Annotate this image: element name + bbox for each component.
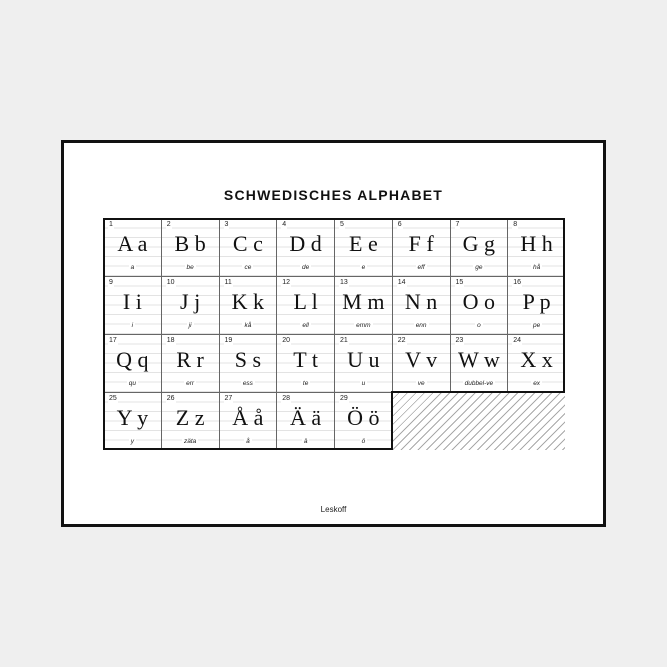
poster-title: SCHWEDISCHES ALPHABET <box>223 187 444 203</box>
letter-glyphs: F f <box>408 231 434 256</box>
letter-pronunciation: o <box>477 322 481 329</box>
letter-number: 2 <box>166 221 171 228</box>
letter-pronunciation: ex <box>533 380 541 387</box>
letter-pronunciation: ce <box>244 264 252 271</box>
letter-number: 4 <box>282 221 287 228</box>
letter-glyphs: K k <box>231 289 265 314</box>
letter-glyphs: E e <box>349 231 378 256</box>
letter-glyphs: Å å <box>232 405 264 430</box>
letter-number: 23 <box>455 337 464 344</box>
letter-glyphs: N n <box>404 289 438 314</box>
letter-pronunciation: eff <box>417 264 425 271</box>
letter-number: 26 <box>166 395 175 402</box>
letter-glyphs: X x <box>520 347 553 372</box>
letter-pronunciation: de <box>302 264 310 271</box>
letter-number: 12 <box>282 279 291 286</box>
letter-number: 3 <box>224 221 229 228</box>
letter-glyphs: Ö ö <box>347 405 380 430</box>
letter-pronunciation: enn <box>415 322 427 329</box>
letter-pronunciation: ve <box>417 380 425 387</box>
letter-glyphs: W w <box>457 347 500 372</box>
letter-number: 17 <box>109 337 117 344</box>
letter-glyphs: O o <box>462 289 496 314</box>
letter-pronunciation: ge <box>475 264 483 271</box>
letter-pronunciation: pe <box>533 322 541 329</box>
letter-number: 25 <box>109 395 117 402</box>
letter-glyphs: R r <box>176 347 204 372</box>
letter-glyphs: L l <box>293 289 318 314</box>
letter-pronunciation: be <box>186 264 194 271</box>
letter-number: 21 <box>340 337 348 344</box>
letter-glyphs: I i <box>122 289 142 314</box>
letter-number: 11 <box>224 279 232 286</box>
letter-number: 5 <box>340 221 344 228</box>
letter-pronunciation: ji <box>188 322 192 329</box>
letter-number: 7 <box>455 221 460 228</box>
letter-number: 1 <box>109 221 113 228</box>
letter-glyphs: B b <box>174 231 206 256</box>
letter-number: 13 <box>340 279 348 286</box>
letter-number: 20 <box>282 337 291 344</box>
letter-glyphs: J j <box>180 289 201 314</box>
letter-pronunciation: ä <box>303 438 308 445</box>
letter-pronunciation: ess <box>242 380 253 387</box>
letter-glyphs: Q q <box>116 347 149 372</box>
letter-pronunciation: kå <box>244 322 252 329</box>
letter-glyphs: Ä ä <box>290 405 322 430</box>
letter-pronunciation: err <box>186 380 195 387</box>
letter-pronunciation: ö <box>361 438 366 445</box>
letter-glyphs: G g <box>462 231 496 256</box>
letter-number: 28 <box>282 395 291 402</box>
letter-number: 18 <box>166 337 175 344</box>
letter-pronunciation: qu <box>128 380 136 387</box>
letter-glyphs: Y y <box>116 405 149 430</box>
letter-pronunciation: a <box>130 264 135 271</box>
letter-pronunciation: emm <box>356 322 371 329</box>
letter-glyphs: U u <box>347 347 380 372</box>
letter-glyphs: P p <box>522 289 551 314</box>
letter-glyphs: A a <box>117 231 148 256</box>
letter-glyphs: H h <box>520 231 553 256</box>
letter-pronunciation: e <box>361 264 366 271</box>
letter-number: 6 <box>397 221 402 228</box>
letter-pronunciation: ell <box>302 322 309 329</box>
letter-pronunciation: u <box>361 380 366 387</box>
letter-number: 22 <box>397 337 406 344</box>
letter-pronunciation: dubbel-ve <box>464 380 494 387</box>
letter-pronunciation: hå <box>533 264 541 271</box>
letter-glyphs: Z z <box>175 405 205 430</box>
grid-outline <box>103 218 565 450</box>
letter-pronunciation: i <box>131 322 134 329</box>
letter-number: 16 <box>513 279 522 286</box>
letter-pronunciation: te <box>302 380 309 387</box>
letter-pronunciation: zäta <box>183 438 197 445</box>
letter-number: 19 <box>224 337 233 344</box>
letter-number: 10 <box>166 279 175 286</box>
letter-glyphs: C c <box>232 231 263 256</box>
poster-frame <box>61 140 606 527</box>
letter-number: 29 <box>340 395 348 402</box>
letter-number: 14 <box>397 279 406 286</box>
letter-pronunciation: y <box>130 438 134 445</box>
letter-glyphs: V v <box>405 347 438 372</box>
letter-glyphs: S s <box>234 347 262 372</box>
brand-label: Leskoff <box>320 505 347 514</box>
letter-glyphs: M m <box>342 289 385 314</box>
letter-pronunciation: å <box>246 438 250 445</box>
letter-number: 9 <box>109 279 113 286</box>
letter-glyphs: T t <box>293 347 318 372</box>
letter-number: 8 <box>513 221 518 228</box>
letter-number: 15 <box>455 279 464 286</box>
letter-number: 27 <box>224 395 233 402</box>
letter-number: 24 <box>513 337 522 344</box>
alphabet-grid <box>103 218 565 450</box>
letter-glyphs: D d <box>289 231 322 256</box>
